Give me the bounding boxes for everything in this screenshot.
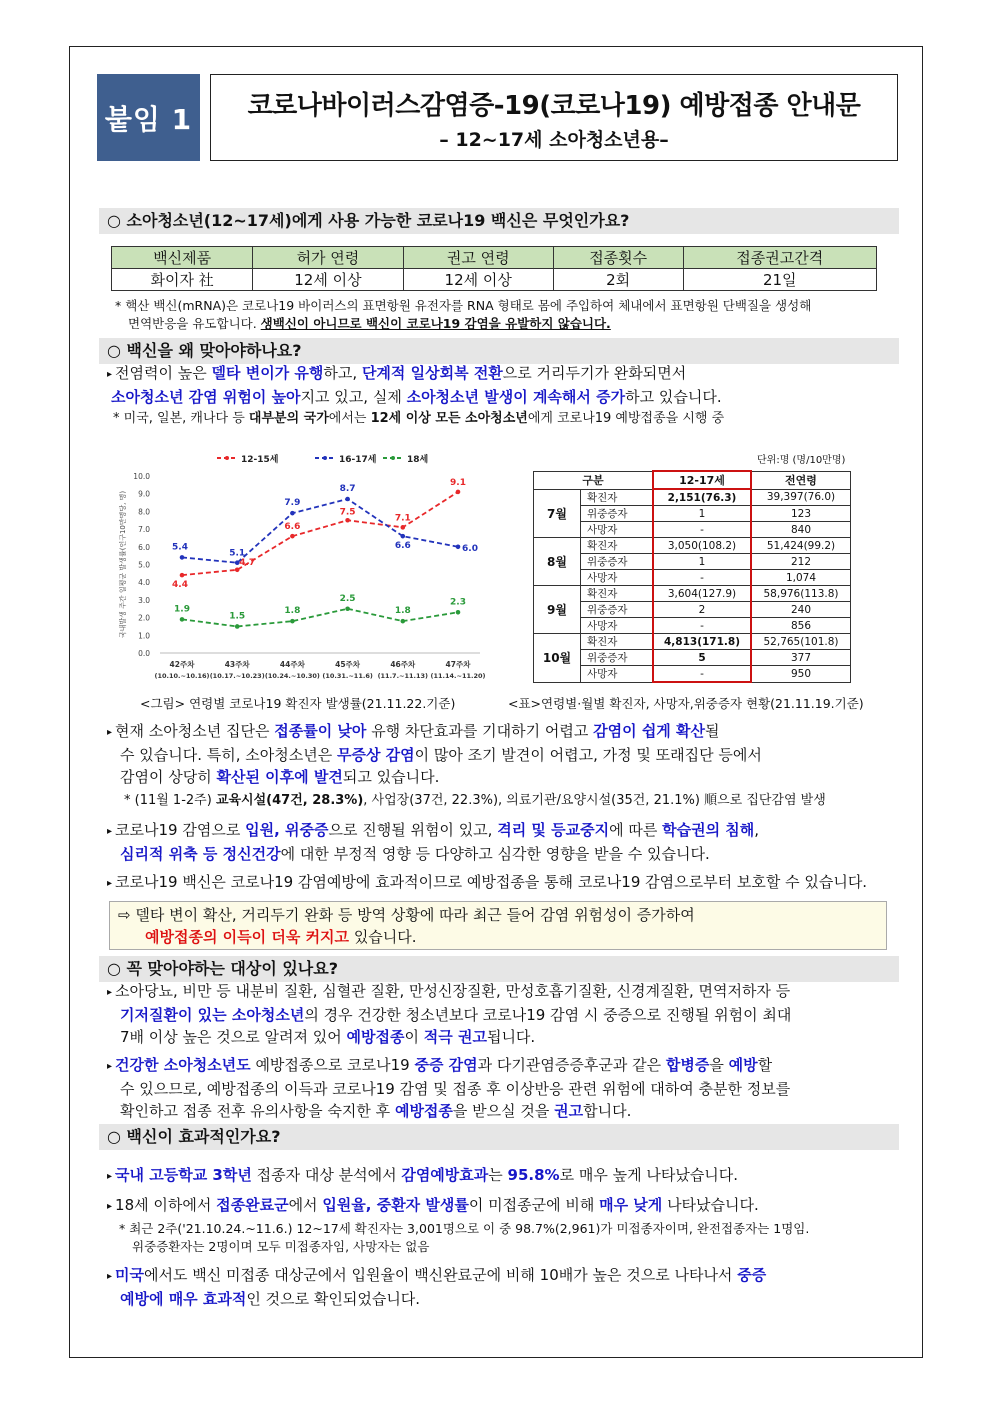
note-emphasis: 생백신이 아니므로 백신이 코로나19 감염을 유발하지 않습니다. — [260, 316, 611, 331]
y-tick-label: 6.0 — [138, 542, 150, 552]
table-cell: 58,976(113.8) — [751, 586, 851, 602]
text-line: 소아청소년 감염 위험이 높아지고 있고, 실제 소아청소년 발생이 계속해서 증가하고 있습니다. — [111, 388, 722, 406]
triangle-bullet-icon: ▸ — [107, 1171, 113, 1182]
data-point — [180, 573, 185, 578]
table-header: 전연령 — [751, 471, 851, 489]
x-tick-sublabel: (11.14.~11.20) — [430, 672, 486, 680]
text-line: 감염이 상당히 확산된 이후에 발견되고 있습니다. — [120, 768, 440, 786]
table-unit: 단위:명 (명/10만명) — [757, 455, 846, 466]
data-point — [456, 610, 461, 615]
triangle-bullet-icon: ▸ — [107, 826, 113, 837]
table-row — [534, 602, 851, 618]
table-cell: - — [653, 666, 751, 683]
section-heading-vaccine: ○ 소아청소년(12~17세)에게 사용 가능한 코로나19 백신은 무엇인가요? — [99, 208, 899, 234]
y-axis-label: 국내발생 주간 일평균 발생률(인구10만명당, 명) — [119, 490, 127, 639]
text-line: 확인하고 접종 전후 유의사항을 숙지한 후 예방접종을 받으실 것을 권고합니다. — [120, 1102, 632, 1120]
triangle-bullet-icon: ▸ — [107, 1061, 113, 1072]
table-cell: 사망자 — [581, 666, 654, 683]
text-line: 수 있으므로, 예방접종의 이득과 코로나19 감염 및 접종 후 이상반응 관련 위험에 대하여 충분한 정보를 — [120, 1080, 791, 1098]
data-label: 6.0 — [462, 543, 478, 554]
table-row — [534, 634, 851, 650]
table-header: 백신제품 — [112, 247, 253, 269]
data-label: 2.3 — [450, 597, 466, 608]
table-row — [534, 506, 851, 522]
text-line: 7배 이상 높은 것으로 알려져 있어 예방접종이 적극 권고됩니다. — [120, 1028, 536, 1046]
note-line — [115, 315, 895, 333]
section-heading-effect: ○ 백신이 효과적인가요? — [99, 1124, 899, 1150]
note-line: * 핵산 백신(mRNA)은 코로나19 바이러스의 표면항원 유전자를 RNA 형태로 몸에 주입하여 체내에서 표면항원 단백질을 생성해 — [115, 298, 812, 313]
text-line: ▸ 현재 소아청소년 집단은 접종률이 낮아 유행 차단효과를 기대하기 어렵고 감염이 쉽게 확산될 — [107, 722, 720, 740]
data-label: 5.4 — [172, 542, 188, 553]
table-cell: 12세 이상 — [403, 269, 553, 291]
risk-paragraph — [107, 819, 897, 865]
case-table — [533, 470, 851, 683]
table-cell: - — [653, 522, 751, 538]
table-cell: 12세 이상 — [253, 269, 403, 291]
data-point — [180, 617, 185, 622]
table-row — [534, 618, 851, 634]
y-tick-label: 7.0 — [138, 525, 150, 535]
month-cell: 7월 — [534, 489, 581, 538]
table-cell: 확진자 — [581, 634, 654, 650]
table-cell: 39,397(76.0) — [751, 489, 851, 506]
data-label: 8.7 — [339, 484, 356, 495]
x-tick-label: 44주차 — [279, 660, 305, 669]
table-header: 구분 — [534, 471, 654, 489]
data-label: 7.5 — [339, 507, 356, 518]
table-cell: 사망자 — [581, 522, 654, 538]
table-cell: 확진자 — [581, 538, 654, 554]
text-line: 수 있습니다. 특히, 소아청소년은 무증상 감염이 많아 조기 발견이 어렵고, 가정 및 또래집단 등에서 — [120, 746, 762, 764]
y-tick-label: 4.0 — [138, 578, 150, 588]
table-row — [534, 666, 851, 683]
effect-note — [119, 1220, 894, 1256]
data-point — [456, 490, 461, 495]
table-cell: - — [653, 570, 751, 586]
x-tick-label: 46주차 — [390, 660, 416, 669]
table-row — [534, 522, 851, 538]
table-cell: 사망자 — [581, 570, 654, 586]
data-point — [290, 534, 295, 539]
data-point — [456, 545, 461, 550]
table-cell: 3,604(127.9) — [653, 586, 751, 602]
table-cell: 950 — [751, 666, 851, 683]
legend-label: 16-17세 — [339, 455, 377, 465]
x-tick-label: 43주차 — [224, 660, 250, 669]
table-cell: 212 — [751, 554, 851, 570]
table-cell: 840 — [751, 522, 851, 538]
table-cell: 위중증자 — [581, 506, 654, 522]
legend-label: 12-15세 — [241, 455, 279, 465]
table-cell: 확진자 — [581, 586, 654, 602]
text-line: ▸ 소아당뇨, 비만 등 내분비 질환, 심혈관 질환, 만성신장질환, 만성호흡기질환, 신경계질환, 면역저하자 등 — [107, 982, 791, 1000]
text-line: 기저질환이 있는 소아청소년의 경우 건강한 청소년보다 코로나19 감염 시 중증으로 진행될 위험이 최대 — [120, 1006, 792, 1024]
table-cell: 4,813(171.8) — [653, 634, 751, 650]
section-heading-target: ○ 꼭 맞아야하는 대상이 있나요? — [99, 956, 899, 982]
countries-note: * 미국, 일본, 캐나다 등 대부분의 국가에서는 12세 이상 모든 소아청소년에게 코로나19 예방접종을 시행 중 — [113, 411, 725, 426]
table-cell: 52,765(101.8) — [751, 634, 851, 650]
mrna-note — [115, 297, 895, 333]
text-line: ▸ 건강한 소아청소년도 예방접종으로 코로나19 중증 감염과 다기관염증증후군과 같은 합병증을 예방할 — [107, 1056, 773, 1074]
data-label: 1.9 — [174, 604, 190, 615]
triangle-bullet-icon: ▸ — [107, 1201, 113, 1212]
table-cell: 확진자 — [581, 489, 654, 506]
table-cell: 377 — [751, 650, 851, 666]
data-point — [180, 555, 185, 560]
callout-line: ⇨ 델타 변이 확산, 거리두기 완화 등 방역 상황에 따라 최근 들어 감염 위험성이 증가하여 — [118, 906, 695, 924]
data-label: 6.6 — [394, 541, 411, 552]
text-line: ▸ 전염력이 높은 델타 변이가 유행하고, 단계적 일상회복 전환으로 거리두기가 완화되면서 — [107, 364, 687, 382]
text-line: 심리적 위축 등 정신건강에 대한 부정적 영향 등 다양하고 심각한 영향을 받을 수 있습니다. — [120, 845, 710, 863]
month-cell: 9월 — [534, 586, 581, 634]
text-line: ▸ 코로나19 감염으로 입원, 위중증으로 진행될 위험이 있고, 격리 및 등교중지에 따른 학습권의 침해, — [107, 821, 760, 839]
legend-marker — [391, 456, 395, 460]
table-header: 권고 연령 — [403, 247, 553, 269]
note-line: 위중증환자는 2명이며 모두 미접종자임, 사망자는 없음 — [132, 1239, 430, 1254]
table-cell: 화이자 社 — [112, 269, 253, 291]
vaccine-table — [111, 246, 877, 291]
table-cell: 240 — [751, 602, 851, 618]
y-tick-label: 8.0 — [138, 507, 150, 517]
series-line — [182, 609, 458, 627]
chart-caption: <그림> 연령별 코로나19 확진자 발생률(21.11.22.기준) — [140, 696, 456, 711]
data-point — [345, 606, 350, 611]
month-cell: 10월 — [534, 634, 581, 683]
table-cell: 51,424(99.2) — [751, 538, 851, 554]
table-row — [534, 489, 851, 506]
data-label: 4.4 — [172, 580, 188, 591]
y-tick-label: 10.0 — [133, 472, 150, 481]
data-point — [345, 497, 350, 502]
table-cell: 2회 — [553, 269, 683, 291]
protection-line: ▸ 코로나19 백신은 코로나19 감염예방에 효과적이므로 예방접종을 통해 코로나19 감염으로부터 보호할 수 있습니다. — [107, 873, 868, 891]
table-cell: 1,074 — [751, 570, 851, 586]
table-row — [534, 650, 851, 666]
table-row — [112, 269, 877, 291]
series-line — [182, 499, 458, 563]
table-cell: 1 — [653, 506, 751, 522]
table-header-row — [534, 471, 851, 489]
table-cell: 123 — [751, 506, 851, 522]
cluster-note: * (11월 1-2주) 교육시설(47건, 28.3%), 사업장(37건, 22.3%), 의료기관/요양시설(35건, 21.1%) 順으로 집단감염 발생 — [124, 793, 826, 808]
data-label: 7.9 — [284, 498, 301, 509]
table-cell: 856 — [751, 618, 851, 634]
month-cell: 8월 — [534, 538, 581, 586]
note-text: 면역반응을 유도합니다. — [128, 316, 261, 331]
y-tick-label: 9.0 — [138, 489, 150, 499]
incidence-line-chart — [115, 446, 495, 688]
legend-marker — [323, 456, 327, 460]
table-cell: 위중증자 — [581, 602, 654, 618]
table-header: 12-17세 — [653, 471, 751, 489]
data-label: 4.7 — [239, 557, 256, 568]
table-row — [534, 570, 851, 586]
healthy-paragraph — [107, 1054, 897, 1122]
table-row — [534, 554, 851, 570]
data-point — [345, 518, 350, 523]
table-cell: 5 — [653, 650, 751, 666]
triangle-bullet-icon: ▸ — [107, 727, 113, 738]
table-cell: 2,151(76.3) — [653, 489, 751, 506]
section-heading-why: ○ 백신을 왜 맞아야하나요? — [99, 338, 899, 364]
attachment-badge: 붙임 1 — [97, 74, 200, 161]
data-label: 7.1 — [394, 513, 411, 524]
table-header: 접종횟수 — [553, 247, 683, 269]
x-tick-sublabel: (10.10.~10.16) — [154, 672, 210, 680]
data-label: 2.5 — [339, 593, 356, 604]
data-label: 9.1 — [450, 477, 466, 488]
callout-line: 예방접종의 이득이 더욱 커지고 있습니다. — [145, 928, 417, 946]
note-line: * 최근 2주('21.10.24.~11.6.) 12~17세 확진자는 3,001명으로 이 중 98.7%(2,961)가 미접종자이며, 완전접종자는 1명임. — [119, 1221, 810, 1236]
table-cell: 사망자 — [581, 618, 654, 634]
text-line: 예방에 매우 효과적인 것으로 확인되었습니다. — [120, 1290, 421, 1308]
data-label: 6.6 — [284, 522, 301, 533]
x-tick-sublabel: (10.24.~10.30) — [264, 672, 320, 680]
data-point — [290, 511, 295, 516]
legend-marker — [225, 456, 229, 460]
table-row — [534, 586, 851, 602]
text-line: ▸ 미국에서도 백신 미접종 대상군에서 입원율이 백신완료군에 비해 10배가 높은 것으로 나타나서 중증 — [107, 1266, 767, 1284]
data-point — [235, 568, 240, 573]
table-header: 접종권고간격 — [683, 247, 876, 269]
y-tick-label: 2.0 — [138, 613, 150, 623]
x-tick-label: 42주차 — [169, 660, 195, 669]
title-box — [210, 74, 898, 161]
effect-line-2: ▸ 18세 이하에서 접종완료군에서 입원율, 중환자 발생률이 미접종군에 비해 매우 낮게 나타났습니다. — [107, 1196, 759, 1214]
target-paragraph — [107, 980, 897, 1048]
triangle-bullet-icon: ▸ — [107, 987, 113, 998]
y-tick-label: 1.0 — [138, 631, 150, 641]
table-header: 허가 연령 — [253, 247, 403, 269]
us-paragraph — [107, 1264, 897, 1310]
x-tick-label: 45주차 — [335, 660, 361, 669]
data-point — [290, 619, 295, 624]
page-title: 코로나바이러스감염증-19(코로나19) 예방접종 안내문 — [247, 91, 861, 121]
table-header-row — [112, 247, 877, 269]
x-tick-sublabel: (10.31.~11.6) — [322, 672, 373, 680]
table-caption: <표>연령별·월별 확진자, 사망자,위중증자 현황(21.11.19.기준) — [508, 696, 864, 711]
table-cell: 1 — [653, 554, 751, 570]
why-paragraph — [107, 362, 897, 408]
data-label: 1.5 — [229, 611, 246, 622]
data-label: 1.8 — [394, 606, 411, 617]
data-point — [401, 525, 406, 530]
page-subtitle: – 12~17세 소아청소년용– — [439, 129, 669, 151]
transmission-paragraph — [107, 720, 897, 788]
triangle-bullet-icon: ▸ — [107, 1271, 113, 1282]
table-cell: 위중증자 — [581, 650, 654, 666]
triangle-bullet-icon: ▸ — [107, 369, 113, 380]
data-point — [401, 534, 406, 539]
data-label: 5.1 — [229, 548, 246, 559]
table-cell: 21일 — [683, 269, 876, 291]
y-tick-label: 0.0 — [138, 649, 150, 658]
data-point — [401, 619, 406, 624]
triangle-bullet-icon: ▸ — [107, 878, 113, 889]
x-tick-label: 47주차 — [445, 660, 471, 669]
table-row — [534, 538, 851, 554]
y-tick-label: 3.0 — [138, 595, 150, 605]
series-line — [182, 492, 458, 575]
effect-line-1: ▸ 국내 고등학교 3학년 접종자 대상 분석에서 감염예방효과는 95.8%로 매우 높게 나타났습니다. — [107, 1166, 739, 1184]
table-cell: 위중증자 — [581, 554, 654, 570]
data-point — [235, 560, 240, 565]
table-cell: - — [653, 618, 751, 634]
callout-box — [109, 901, 887, 950]
data-label: 1.8 — [284, 606, 301, 617]
table-cell: 3,050(108.2) — [653, 538, 751, 554]
x-tick-sublabel: (10.17.~10.23) — [209, 672, 265, 680]
x-tick-sublabel: (11.7.~11.13) — [377, 672, 429, 680]
table-cell: 2 — [653, 602, 751, 618]
y-tick-label: 5.0 — [138, 560, 150, 570]
legend-label: 18세 — [407, 455, 429, 465]
data-point — [235, 624, 240, 629]
